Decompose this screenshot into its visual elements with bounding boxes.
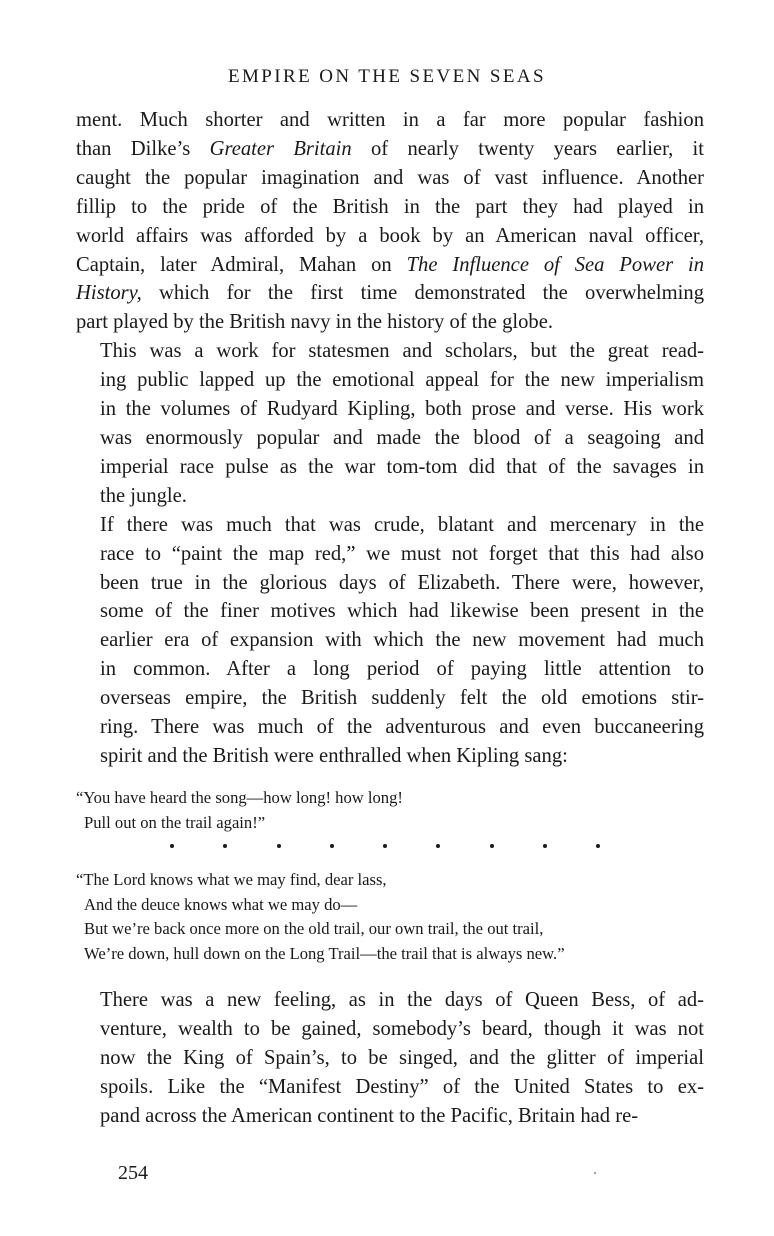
text-line: caught the popular imagination and was of vast influence. Another [76, 166, 704, 189]
dot [223, 844, 227, 848]
verse-line: “The Lord knows what we may find, dear lass, [76, 870, 387, 889]
text-line: pand across the American continent to the Pacific, Britain had re- [100, 1104, 639, 1127]
text-line: earlier era of expansion with which the new movement had much [100, 629, 704, 652]
paragraph-2 [76, 337, 704, 510]
verse-excerpt-1 [76, 786, 716, 835]
verse-line: But we’re back once more on the old trail, our own trail, the out trail, [84, 919, 544, 938]
dot [277, 844, 281, 848]
italic-title: Greater Britain [209, 137, 352, 160]
paragraph-1 [76, 106, 704, 337]
body-text-upper [76, 106, 704, 771]
text-line: part played by the British navy in the history of the globe. [76, 311, 553, 334]
print-speck [594, 1172, 596, 1174]
text-line: world affairs was afforded by a book by an American naval officer, [76, 224, 704, 247]
dot [383, 844, 387, 848]
text-line: some of the finer motives which had likewise been present in the [100, 600, 704, 623]
italic-title: The Influence of Sea Power in [406, 253, 704, 276]
verse-line: We’re down, hull down on the Long Trail—the trail that is always new.” [84, 943, 565, 963]
text-line: now the King of Spain’s, to be singed, and the glitter of imperial [100, 1046, 704, 1069]
verse-line: “You have heard the song—how long! how long! [76, 788, 403, 807]
dot [170, 844, 174, 848]
text-line: This was a work for statesmen and scholars, but the great read- [100, 340, 704, 363]
text-line: was enormously popular and made the blood of a seagoing and [100, 426, 704, 449]
dot [596, 844, 600, 848]
dot [543, 844, 547, 848]
verse-line: And the deuce knows what we may do— [84, 894, 358, 914]
text-line: fillip to the pride of the British in the part they had played in [76, 195, 704, 218]
verse-excerpt-2 [76, 868, 736, 966]
text-line: than Dilke’s Greater Britain of nearly twenty years earlier, it [76, 137, 705, 160]
text-line: spoils. Like the “Manifest Destiny” of the United States to ex- [100, 1075, 704, 1098]
text-line: ring. There was much of the adventurous and even buccaneering [100, 716, 704, 739]
text-line: imperial race pulse as the war tom-tom did that of the savages in [100, 455, 704, 478]
dot [436, 844, 440, 848]
body-text-lower [76, 986, 704, 1131]
ellipsis-dots [170, 838, 600, 854]
paragraph-4 [76, 986, 704, 1131]
italic-title: History, [76, 282, 142, 305]
text-line: spirit and the British were enthralled when Kipling sang: [100, 744, 568, 767]
text-line: overseas empire, the British suddenly felt the old emotions stir- [100, 687, 704, 710]
verse-line: Pull out on the trail again!” [84, 812, 266, 832]
text-line: ing public lapped up the emotional appeal for the new imperialism [100, 369, 704, 392]
running-head: EMPIRE ON THE SEVEN SEAS [228, 66, 546, 87]
text-line: venture, wealth to be gained, somebody’s beard, though it was not [100, 1017, 704, 1040]
text-line: in the volumes of Rudyard Kipling, both prose and verse. His work [100, 398, 704, 421]
paragraph-3 [76, 511, 704, 771]
text-line: been true in the glorious days of Elizabeth. There were, however, [100, 571, 704, 594]
dot [330, 844, 334, 848]
text-line: the jungle. [100, 484, 187, 507]
text-line: If there was much that was crude, blatant and mercenary in the [100, 513, 704, 536]
dot [490, 844, 494, 848]
text-line: race to “paint the map red,” we must not forget that this had also [100, 542, 704, 565]
text-line: History, which for the first time demonstrated the overwhelming [76, 282, 704, 305]
text-line: ment. Much shorter and written in a far more popular fashion [76, 109, 704, 131]
page-number: 254 [118, 1162, 148, 1184]
text-line: Captain, later Admiral, Mahan on The Influence of Sea Power in [76, 253, 704, 276]
text-line: There was a new feeling, as in the days of Queen Bess, of ad- [100, 989, 704, 1011]
text-line: in common. After a long period of paying little attention to [100, 658, 704, 681]
